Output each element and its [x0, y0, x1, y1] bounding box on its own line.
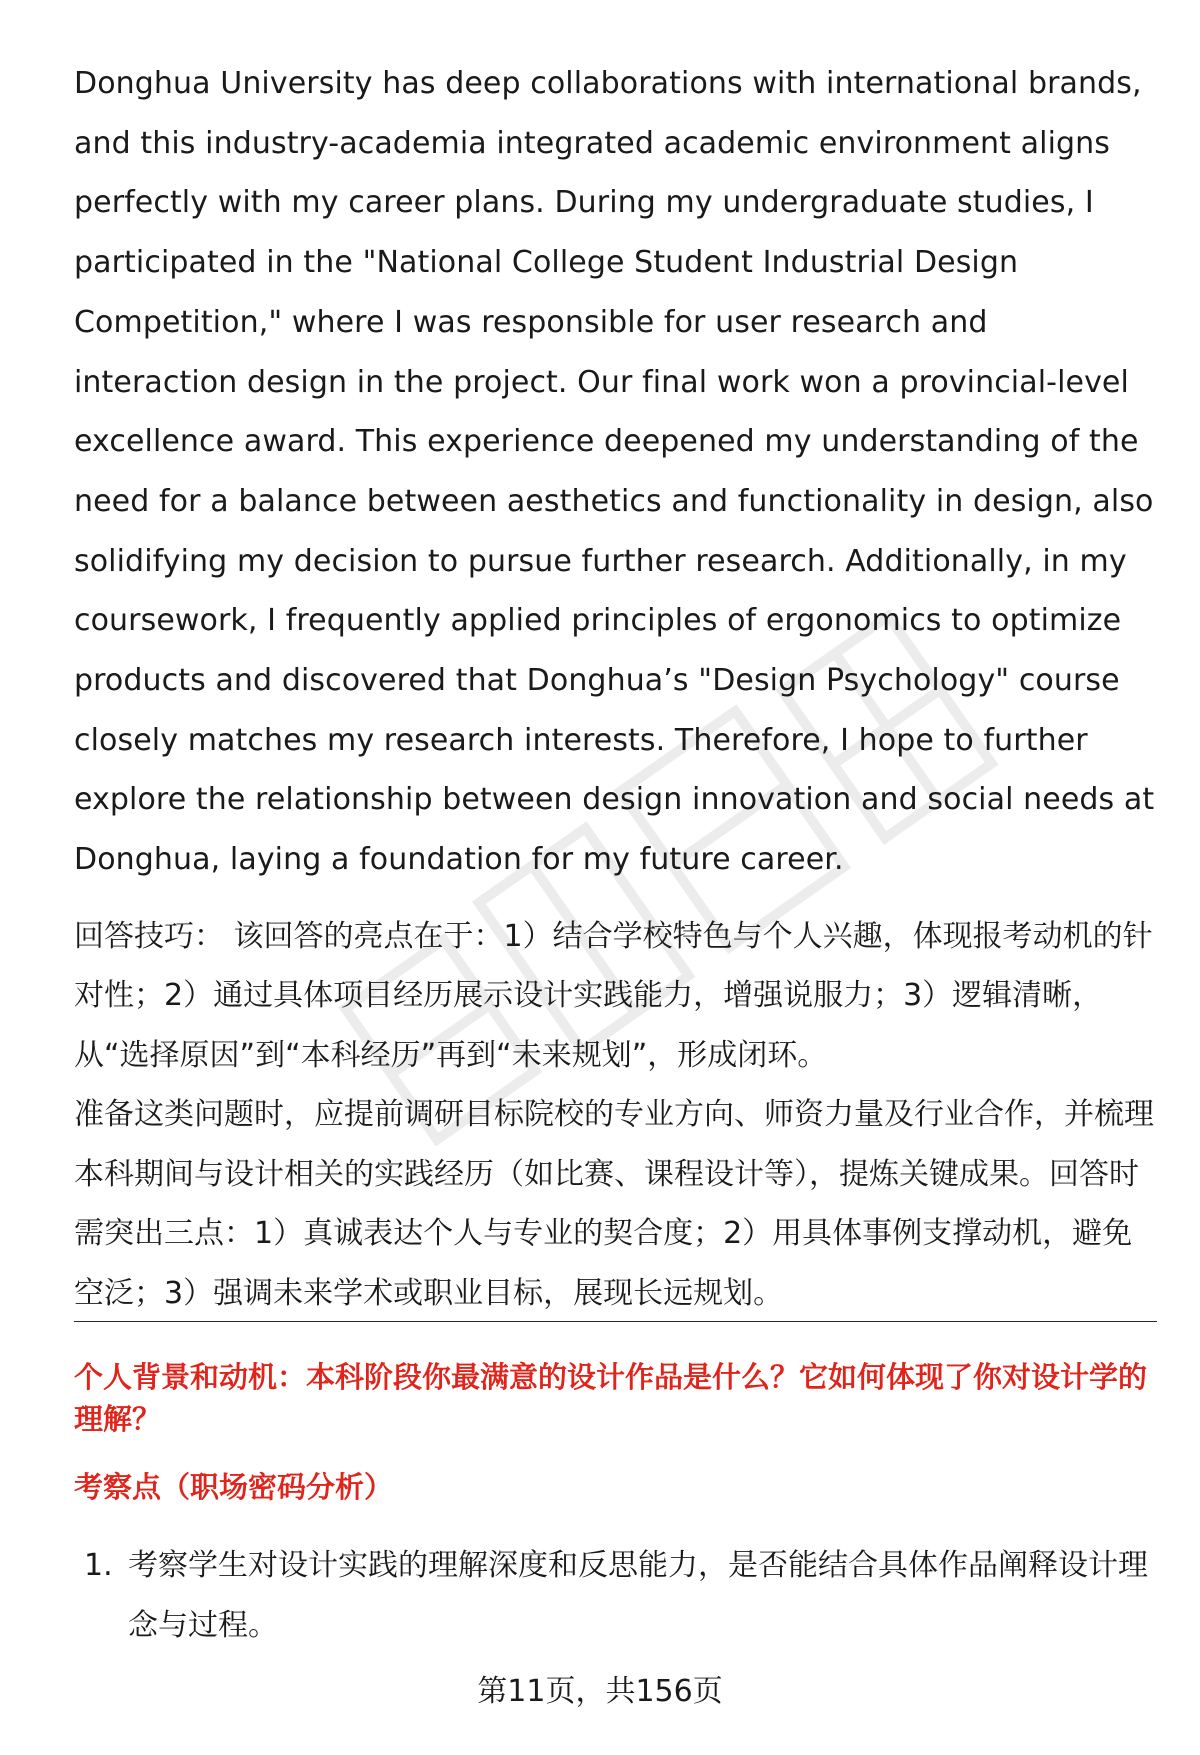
question-heading: 个人背景和动机：本科阶段你最满意的设计作品是什么？它如何体现了你对设计学的理解？ [74, 1360, 1148, 1436]
document-body [74, 54, 1157, 1323]
list-item-text: 考察学生对设计实践的理解深度和反思能力，是否能结合具体作品阐释设计理念与过程。 [128, 1548, 1148, 1643]
assessment-points-list [74, 1536, 1157, 1655]
tips-paragraph-1: 回答技巧： 该回答的亮点在于：1）结合学校特色与个人兴趣，体现报考动机的针对性；2）通过具体项目经历展示设计实践能力，增强说服力；3）逻辑清晰，从“选择原因”到“本科经历”再到“未来规划”，形成闭环。 [74, 918, 1153, 1073]
tips-paragraph-2: 准备这类问题时，应提前调研目标院校的专业方向、师资力量及行业合作，并梳理本科期间与设计相关的实践经历（如比赛、课程设计等），提炼关键成果。回答时需突出三点：1）真诚表达个人与专业的契合度；2）用具体事例支撑动机，避免空泛；3）强调未来学术或职业目标，展现长远规划。 [74, 1097, 1154, 1311]
page-footer: 第11页，共156页 [477, 1674, 723, 1709]
answer-tips [74, 907, 1157, 1324]
list-item [74, 1536, 1157, 1655]
section-title: 考察点（职场密码分析） [74, 1470, 394, 1504]
section-divider [74, 1321, 1157, 1322]
answer-paragraph: Donghua University has deep collaborations with international brands, and this industry-academia integrated academic environment aligns perfectly with my career plans. During my undergraduate studies, I participated in the "National College Student Industrial Design Competition," where I was responsible for user research and interaction design in the project. Our final work won a provincial-level excellence award. This experience deepened my understanding of the need for a balance between aesthetics and functionality in design, also solidifying my decision to pursue further research. Additionally, in my coursework, I frequently applied principles of ergonomics to optimize products and discovered that Donghua’s "Design Psychology" course closely matches my research interests. Therefore, I hope to further explore the relationship between design innovation and social needs at Donghua, laying a foundation for my future career. [74, 66, 1155, 878]
list-item-number: 1. [84, 1548, 113, 1583]
